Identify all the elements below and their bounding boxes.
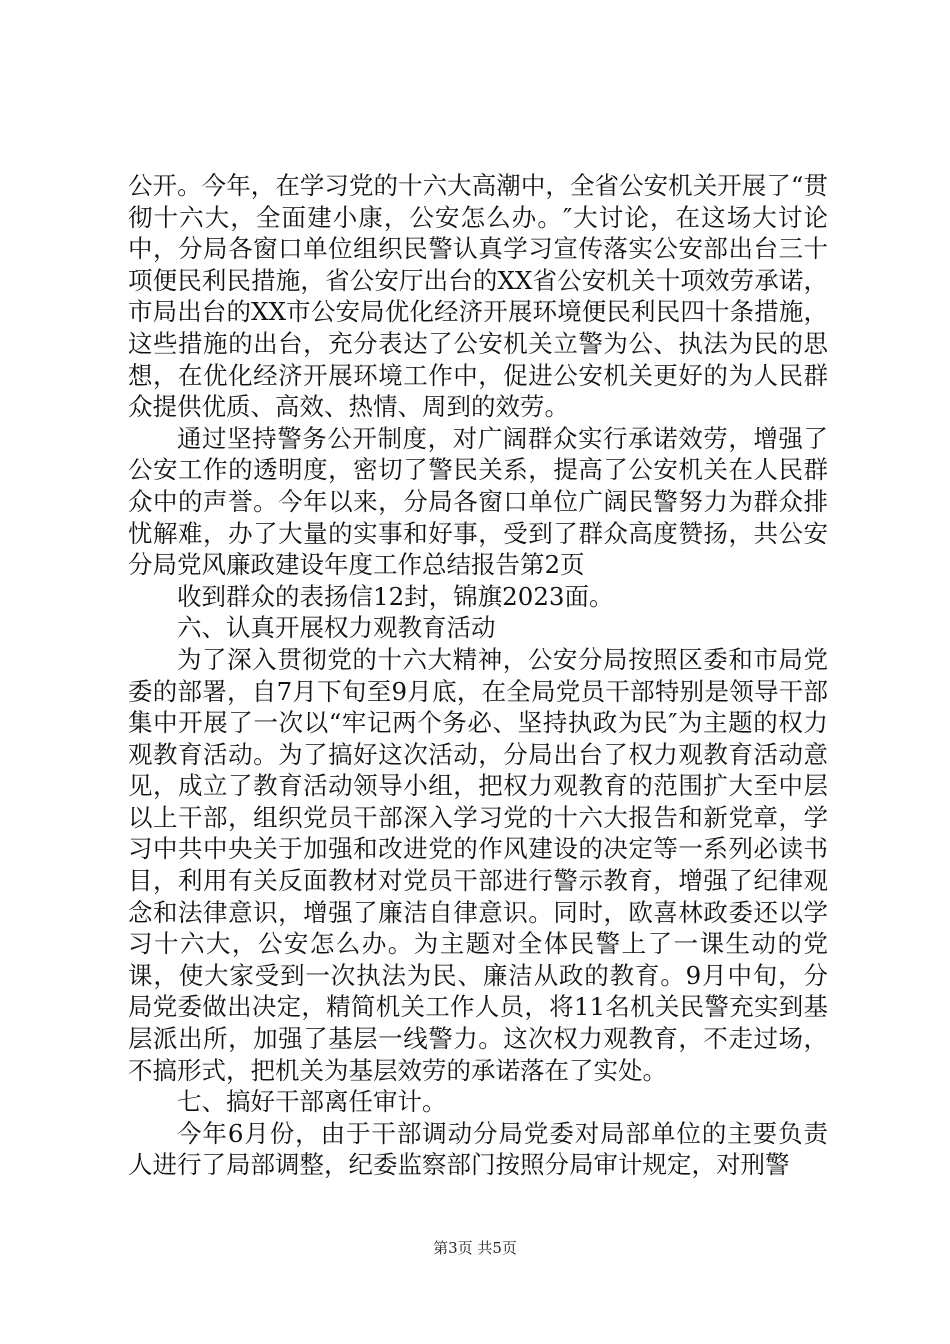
paragraph-2: 通过坚持警务公开制度，对广阔群众实行承诺效劳，增强了公安工作的透明度，密切了警民关系，提高了公安机关在人民群众中的声誉。今年以来，分局各窗口单位广阔民警努力为群众排忧解难，办了大量的实事和好事，受到了群众高度赞扬，共公安分局党风廉政建设年度工作总结报告第2页 [128, 423, 828, 580]
document-body [128, 170, 828, 1181]
paragraph-5: 为了深入贯彻党的十六大精神，公安分局按照区委和市局党委的部署，自7月下旬至9月底，在全局党员干部特别是领导干部集中开展了一次以“牢记两个务必、坚持执政为民″为主题的权力观教育活动。为了搞好这次活动，分局出台了权力观教育活动意见，成立了教育活动领导小组，把权力观教育的范围扩大至中层以上干部，组织党员干部深入学习党的十六大报告和新党章，学习中共中央关于加强和改进党的作风建设的决定等一系列必读书目，利用有关反面教材对党员干部进行警示教育，增强了纪律观念和法律意识，增强了廉洁自律意识。同时，欧喜林政委还以学习十六大，公安怎么办。为主题对全体民警上了一课生动的党课，使大家受到一次执法为民、廉洁从政的教育。9月中旬，分局党委做出决定，精简机关工作人员，将11名机关民警充实到基层派出所，加强了基层一线警力。这次权力观教育，不走过场，不搞形式，把机关为基层效劳的承诺落在了实处。 [128, 644, 828, 1085]
paragraph-3: 收到群众的表扬信12封，锦旗2023面。 [177, 581, 614, 611]
paragraph-7: 今年6月份，由于干部调动分局党委对局部单位的主要负责人进行了局部调整，纪委监察部门按照分局审计规定，对刑警 [128, 1118, 828, 1180]
paragraph-1: 公开。今年，在学习党的十六大高潮中，全省公安机关开展了“贯彻十六大，全面建小康，公安怎么办。″大讨论，在这场大讨论中，分局各窗口单位组织民警认真学习宣传落实公安部出台三十项便民利民措施，省公安厅出台的XX省公安机关十项效劳承诺，市局出台的XX市公安局优化经济开展环境便民利民四十条措施，这些措施的出台，充分表达了公安机关立警为公、执法为民的思想，在优化经济开展环境工作中，促进公安机关更好的为人民群众提供优质、高效、热情、周到的效劳。 [128, 171, 828, 422]
section-heading-7: 七、搞好干部离任审计。 [177, 1087, 447, 1117]
page-number-footer: 第3页 共5页 [433, 1239, 517, 1257]
section-heading-6: 六、认真开展权力观教育活动 [177, 613, 496, 643]
